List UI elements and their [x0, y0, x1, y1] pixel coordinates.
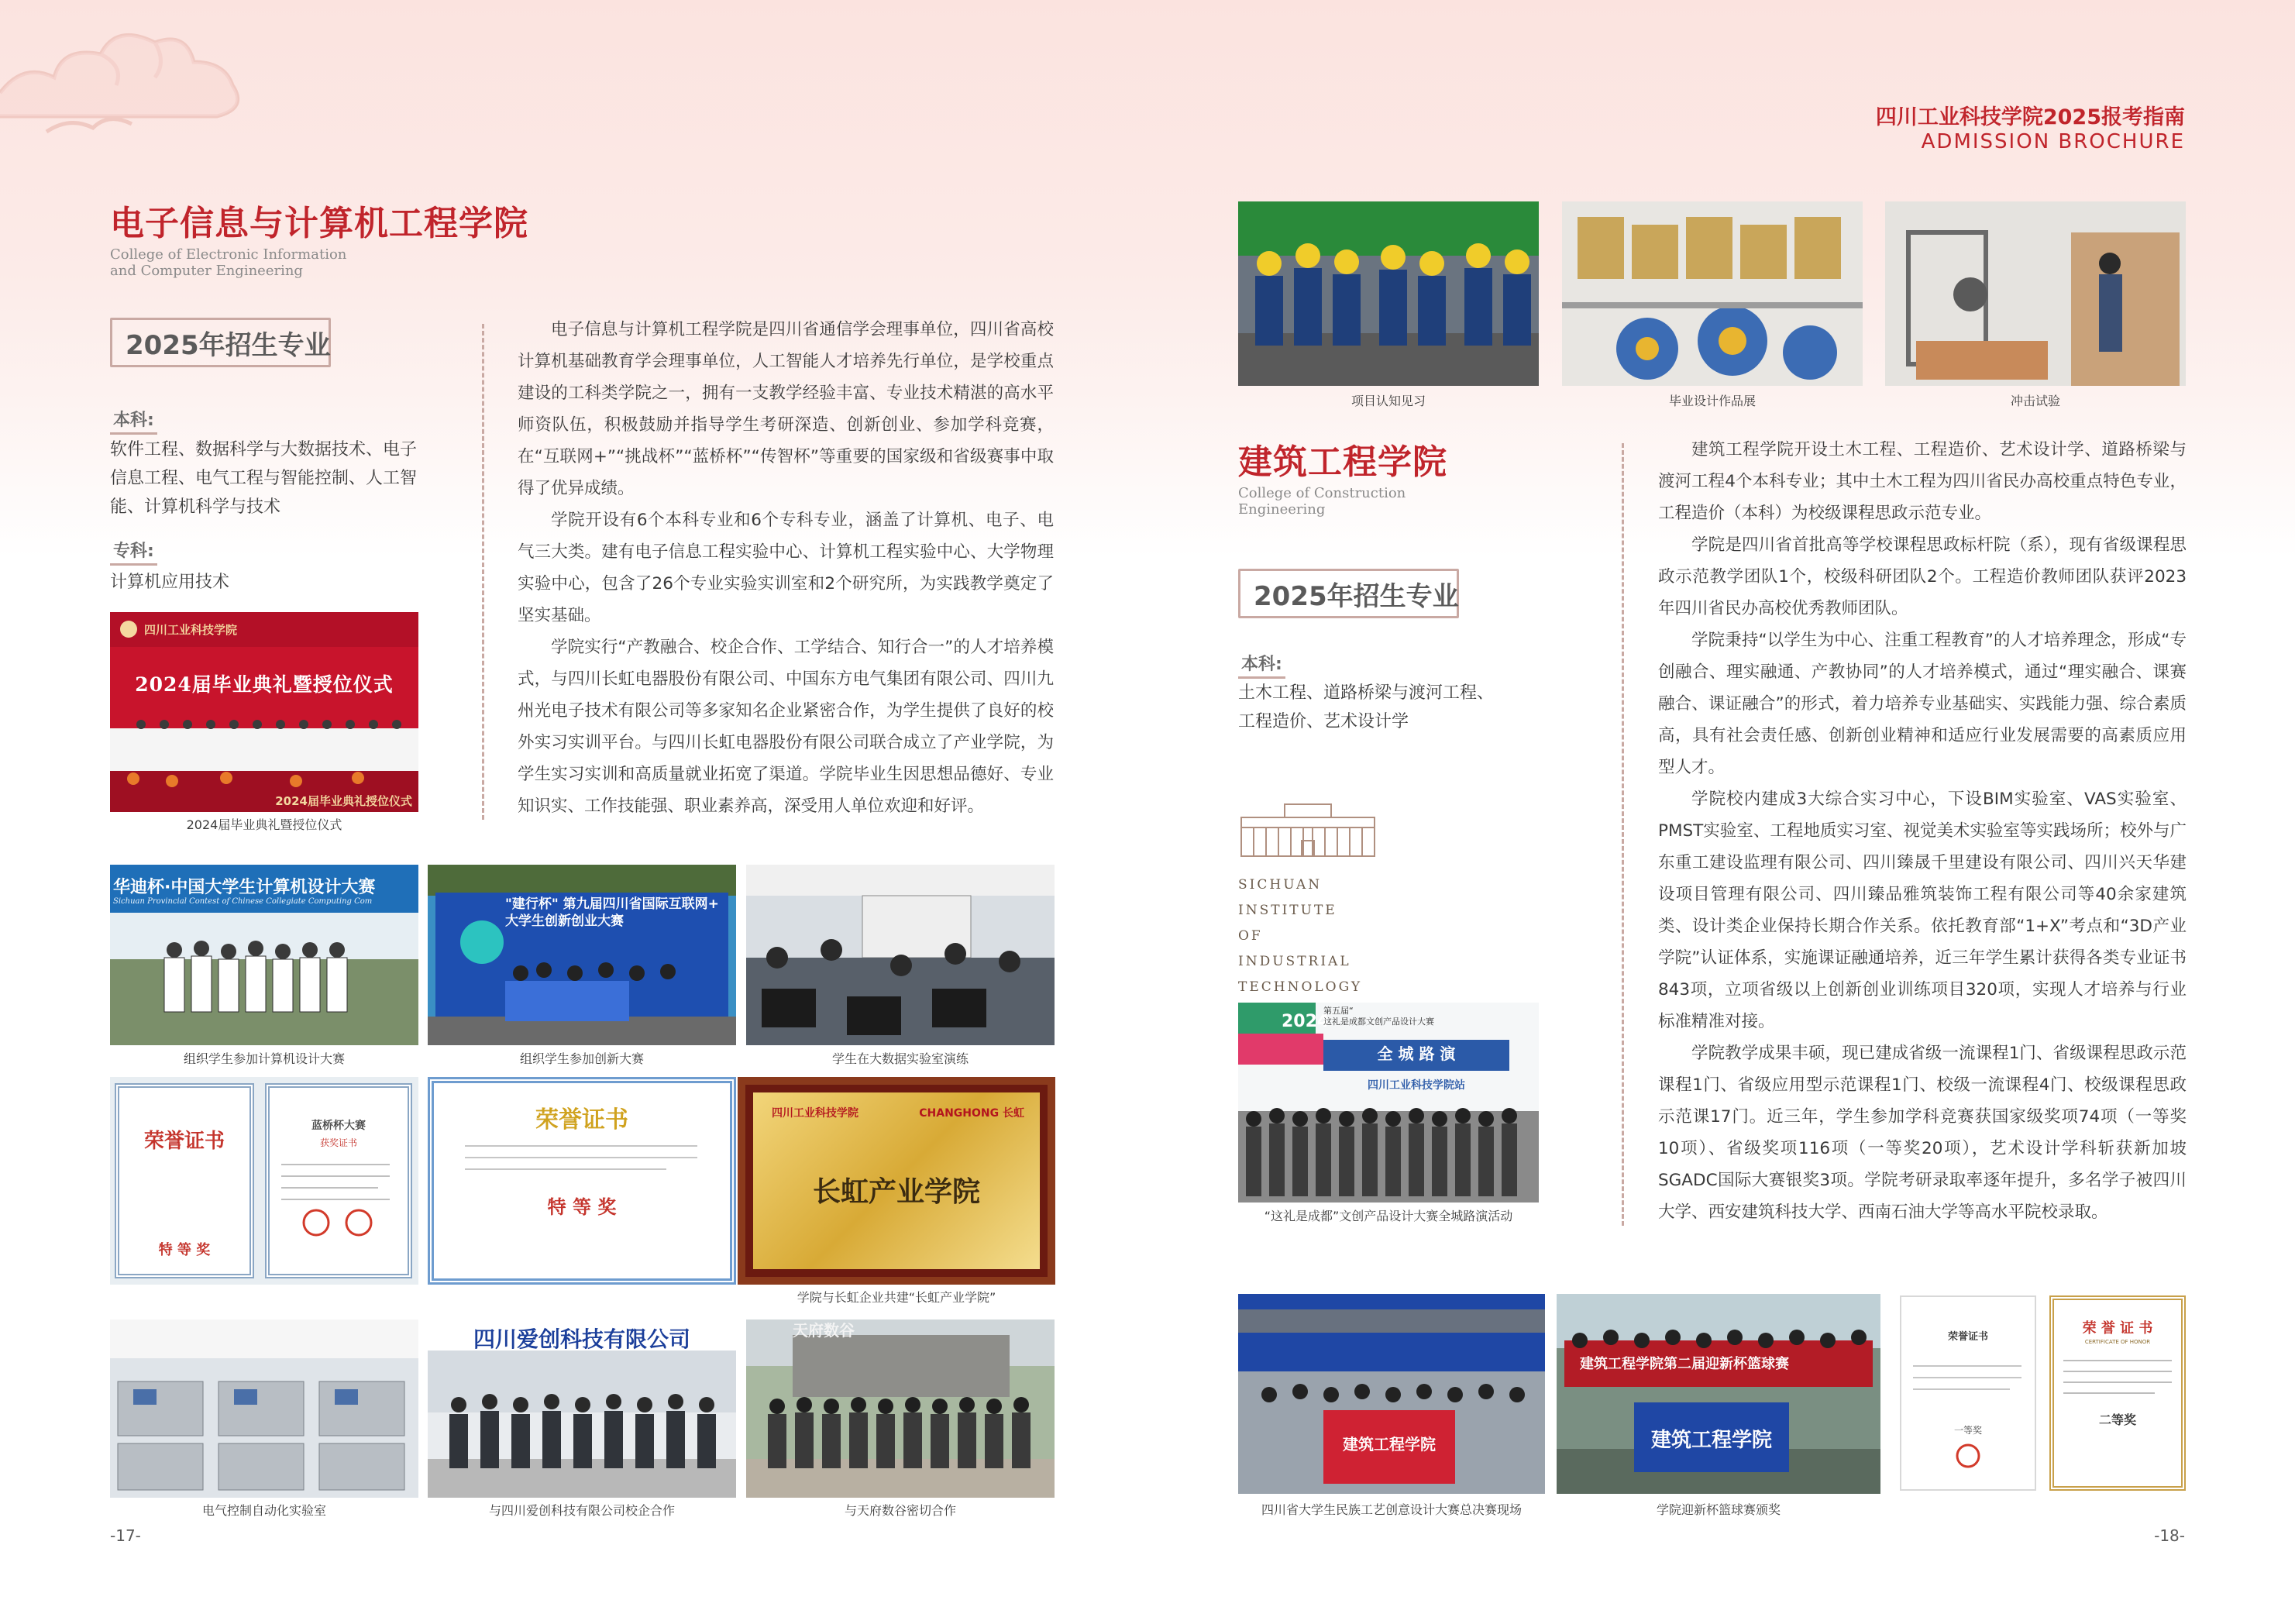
craft-design-final-art [1238, 1294, 1545, 1494]
cert1-title: 荣誉证书 [143, 1130, 225, 1153]
school-name-en [1238, 872, 1362, 1000]
caption-changhong: 学院与长虹企业共建“长虹产业学院” [797, 1290, 996, 1305]
roadshow-event-line1: 第五届“ [1323, 1006, 1354, 1016]
graduation-exhibition-art [1562, 201, 1863, 386]
changhong-plaque [738, 1077, 1055, 1285]
cert-big-title: 荣 誉 证 书 [2082, 1320, 2153, 1337]
building-logo-icon [1238, 798, 1378, 860]
tianfu-art [746, 1320, 1055, 1498]
innovation-contest-art [428, 865, 736, 1045]
ceremony-photo-art [110, 612, 418, 812]
caption-auto-lab: 电气控制自动化实验室 [201, 1503, 326, 1518]
caption-impact-test: 冲击试验 [2010, 394, 2060, 408]
cert2-lines [270, 1149, 401, 1242]
ceremony-banner: 2024届毕业典礼暨授位仪式 [135, 673, 394, 696]
cert1-prize: 特 等 奖 [158, 1242, 211, 1258]
right-college-title: 建筑工程学院 [1238, 442, 1447, 482]
left-undergrad-majors [110, 435, 443, 521]
tianfu-photo [746, 1320, 1055, 1498]
left-junior-label: 专科: [110, 538, 157, 566]
auto-lab-art [110, 1320, 418, 1498]
cert-big-prize: 二等奖 [2098, 1412, 2136, 1427]
left-undergrad-line2: 信息工程、电气工程与智能控制、人工智 [110, 469, 418, 488]
left-junior-majors: 计算机应用技术 [110, 573, 230, 592]
cert3-prize: 特 等 奖 [547, 1196, 617, 1218]
plaque-text: 长虹产业学院 [812, 1176, 980, 1208]
certificate-lanqiao [265, 1083, 412, 1278]
left-college-en-line1: College of Electronic Information [110, 246, 347, 263]
left-column-divider [482, 324, 484, 820]
right-undergrad-label: 本科: [1238, 651, 1285, 679]
cert-small-lines [1901, 1343, 2035, 1420]
flag2-text: 建筑工程学院 [1650, 1429, 1772, 1452]
left-page-number: -17- [110, 1526, 141, 1545]
banner2-text: 建筑工程学院第二届迎新杯篮球赛 [1580, 1356, 1789, 1372]
caption-ceremony: 2024届毕业典礼暨授位仪式 [186, 817, 342, 832]
cert2-title: 蓝桥杯大赛 [311, 1120, 366, 1132]
innovation-contest-photo [428, 865, 736, 1045]
contest-banner-en: Sichuan Provincial Contest of Chinese Collegiate Computing Com [113, 897, 373, 906]
tianfu-sign: 天府数谷 [793, 1321, 855, 1340]
left-undergrad-line3: 能、计算机科学与技术 [110, 497, 281, 517]
left-college-en-line2: and Computer Engineering [110, 263, 303, 279]
right-college-en [1238, 485, 1406, 518]
craft-design-final-photo [1238, 1294, 1545, 1494]
caption-craft-design-final: 四川省大学生民族工艺创意设计大赛总决赛现场 [1261, 1502, 1522, 1517]
cert-big-en: CERTIFICATE OF HONOR [2084, 1339, 2151, 1345]
left-paragraph-3: 学院实行“产教融合、校企合作、工学结合、知行合一”的人才培养模式，与四川长虹电器股份有限公司、中国东方电气集团有限公司、四川九州光电子技术有限公司等多家知名企业紧密合作，为学生提供了良好的校外实习实训平台。与四川长虹电器股份有限公司联合成立了产业学院，为学生实习实训和高质量就业拓宽了渠道。学院毕业生因思想品德好、专业知识实、工作技能强、职业素养高，深受用人单位欢迎和好评。 [518, 638, 1054, 816]
caption-bigdata-lab: 学生在大数据实验室演练 [831, 1051, 969, 1066]
aichuang-photo [428, 1320, 736, 1498]
contest-banner-text: 华迪杯·中国大学生计算机设计大赛 [113, 878, 376, 897]
roadshow-title: 全 城 路 演 [1377, 1044, 1456, 1063]
cert-big-lines [2054, 1345, 2181, 1407]
right-undergrad-line2: 工程造价、艺术设计学 [1238, 712, 1409, 731]
right-college-en-line2: Engineering [1238, 501, 1326, 518]
certificate-honor-1 [115, 1083, 254, 1278]
right-paragraph-4: 学院校内建成3大综合实习中心，下设BIM实验室、VAS实验室、PMST实验室、工程地质实习室、视觉美术实验室等实践场所；校外与广东重工建设监理有限公司、四川臻晟千里建设有限公司、四川兴天华建设项目管理有限公司、四川臻品雅筑装饰工程有限公司等40余家建筑类、设计类企业保持长期合作关系。依托教育部“1+X”考点和“3D产业学院”认证体系，实施课证融通培养，近三年学生累计获得各类专业证书843项，立项省级以上创新创业训练项目320项，实现人才培养与行业标准精准对接。 [1658, 790, 2187, 1031]
school-en-line4: INDUSTRIAL [1238, 954, 1351, 969]
innovation-banner-text: "建行杯" 第九届四川省国际互联网+ 大学生创新创业大赛 [505, 896, 719, 929]
school-en-line2: INSTITUTE [1238, 903, 1337, 918]
left-paragraph-2: 学院开设有6个本科专业和6个专科专业，涵盖了计算机、电子、电气三大类。建有电子信息工程实验中心、计算机工程实验中心、大学物理实验中心，包含了26个专业实验实训室和2个研究所，为实践教学奠定了坚实基础。 [518, 511, 1054, 625]
project-cognition-art [1238, 201, 1539, 386]
caption-tianfu: 与天府数谷密切合作 [844, 1503, 956, 1518]
roadshow-event-line2: 这礼是成都文创产品设计大赛 [1323, 1017, 1434, 1027]
school-en-line5: TECHNOLOGY [1238, 979, 1363, 995]
roadshow-art [1238, 1003, 1539, 1203]
certificate-honor-2 [428, 1077, 736, 1285]
left-paragraph-1: 电子信息与计算机工程学院是四川省通信学会理事单位，四川省高校计算机基础教育学会理事单位，人工智能人才培养先行单位，是学校重点建设的工科类学院之一，拥有一支教学经验丰富、专业技术精湛的高水平师资队伍，积极鼓励并指导学生考研深造、创新创业、参加学科竞赛，在“互联网+”“挑战杯”“蓝桥杯”“传智杯”等重要的国家级和省级赛事中取得了优异成绩。 [518, 320, 1054, 498]
school-en-line3: OF [1238, 928, 1263, 944]
right-undergrad-majors [1238, 679, 1564, 736]
right-page-number: -18- [2154, 1526, 2185, 1545]
caption-roadshow: “这礼是成都”文创产品设计大赛全城路演活动 [1264, 1209, 1513, 1223]
brochure-title: 四川工业科技学院2025报考指南 [1875, 105, 2185, 129]
left-college-en [110, 246, 346, 279]
cloud-decoration-icon [0, 0, 256, 155]
caption-project-cognition: 项目认知见习 [1351, 394, 1426, 408]
left-body-text [518, 314, 1054, 822]
aichuang-sign: 四川爱创科技有限公司 [473, 1326, 690, 1352]
caption-computer-contest: 组织学生参加计算机设计大赛 [183, 1051, 345, 1066]
computer-contest-photo [110, 865, 418, 1045]
caption-innovation-contest: 组织学生参加创新大赛 [519, 1051, 644, 1066]
cert-small-prize: 一等奖 [1953, 1425, 1982, 1436]
cert-small-title: 荣誉证书 [1947, 1331, 1988, 1343]
brochure-subtitle: ADMISSION BROCHURE [1921, 130, 2185, 153]
left-college-title: 电子信息与计算机工程学院 [110, 204, 528, 243]
project-cognition-photo [1238, 201, 1539, 386]
right-majors-heading: 2025年招生专业 [1254, 581, 1459, 612]
basketball-award-photo [1557, 1294, 1880, 1494]
right-paragraph-1: 建筑工程学院开设土木工程、工程造价、艺术设计学、道路桥梁与渡河工程4个本科专业；其中土木工程为四川省民办高校重点特色专业，工程造价（本科）为校级课程思政示范专业。 [1658, 440, 2187, 523]
left-undergrad-line1: 软件工程、数据科学与大数据技术、电子 [110, 440, 418, 459]
left-majors-heading: 2025年招生专业 [126, 330, 331, 361]
right-paragraph-5: 学院教学成果丰硕，现已建成省级一流课程1门、省级课程思政示范课程1门、省级应用型示范课程1门、校级一流课程4门、校级课程思政示范课17门。近三年，学生参加学科竞赛获国家级奖项74项（一等奖10项）、省级奖项116项（一等奖20项），艺术设计学科斩获新加坡SGADC国际大赛银奖3项。学院考研录取率逐年提升，多名学子被四川大学、西安建筑科技大学、西南石油大学等高水平院校录取。 [1658, 1044, 2187, 1222]
bigdata-lab-art [746, 865, 1055, 1045]
graduation-exhibition-photo [1562, 201, 1863, 386]
certificate-small [1900, 1295, 2036, 1491]
right-college-en-line1: College of Construction [1238, 485, 1406, 501]
ceremony-school-name: 四川工业科技学院 [144, 623, 238, 637]
certificate-honor-3 [2049, 1295, 2186, 1491]
impact-test-art [1885, 201, 2186, 386]
ceremony-floor-text: 2024届毕业典礼授位仪式 [275, 794, 412, 808]
caption-basketball-award: 学院迎新杯篮球赛颁奖 [1656, 1502, 1781, 1517]
cert2-sub: 获奖证书 [319, 1137, 357, 1148]
right-paragraph-2: 学院是四川省首批高等学校课程思政标杆院（系），现有省级课程思政示范教学团队1个，校级科研团队2个。工程造价教师团队获评2023年四川省民办高校优秀教师团队。 [1658, 535, 2187, 618]
plaque-school: 四川工业科技学院 [772, 1107, 858, 1120]
certificates-photo [110, 1077, 418, 1285]
school-en-line1: SICHUAN [1238, 877, 1323, 893]
right-column-divider [1622, 443, 1624, 1226]
roadshow-event [1323, 1006, 1434, 1027]
basketball-award-art [1557, 1294, 1880, 1494]
caption-graduation-exhibition: 毕业设计作品展 [1668, 394, 1756, 408]
auto-lab-photo [110, 1320, 418, 1498]
flag1-text: 建筑工程学院 [1343, 1435, 1436, 1454]
caption-aichuang: 与四川爱创科技有限公司校企合作 [488, 1503, 675, 1518]
ceremony-photo [110, 612, 418, 812]
right-body-text [1658, 434, 2187, 1228]
right-undergrad-line1: 土木工程、道路桥梁与渡河工程、 [1238, 683, 1495, 703]
impact-test-photo [1885, 201, 2186, 386]
cert3-lines [434, 1134, 728, 1189]
left-undergrad-label: 本科: [110, 407, 157, 435]
roadshow-year: 2024 [1282, 1012, 1330, 1031]
roadshow-school: 四川工业科技学院站 [1368, 1079, 1465, 1092]
cert-small-seal [1901, 1436, 2035, 1475]
cert3-title: 荣誉证书 [535, 1106, 628, 1134]
right-paragraph-3: 学院秉持“以学生为中心、注重工程教育”的人才培养理念，形成“专创融合、理实融通、产教协同”的人才培养模式，通过“理实融合、课赛融合、课证融合”的形式，着力培养专业基础实、实践能力强、综合素质高，具有社会责任感、创新创业精神和适应行业发展需要的高素质应用型人才。 [1658, 631, 2187, 777]
plaque-brand: CHANGHONG 长虹 [919, 1107, 1024, 1120]
bigdata-lab-photo [746, 865, 1055, 1045]
roadshow-photo [1238, 1003, 1539, 1203]
